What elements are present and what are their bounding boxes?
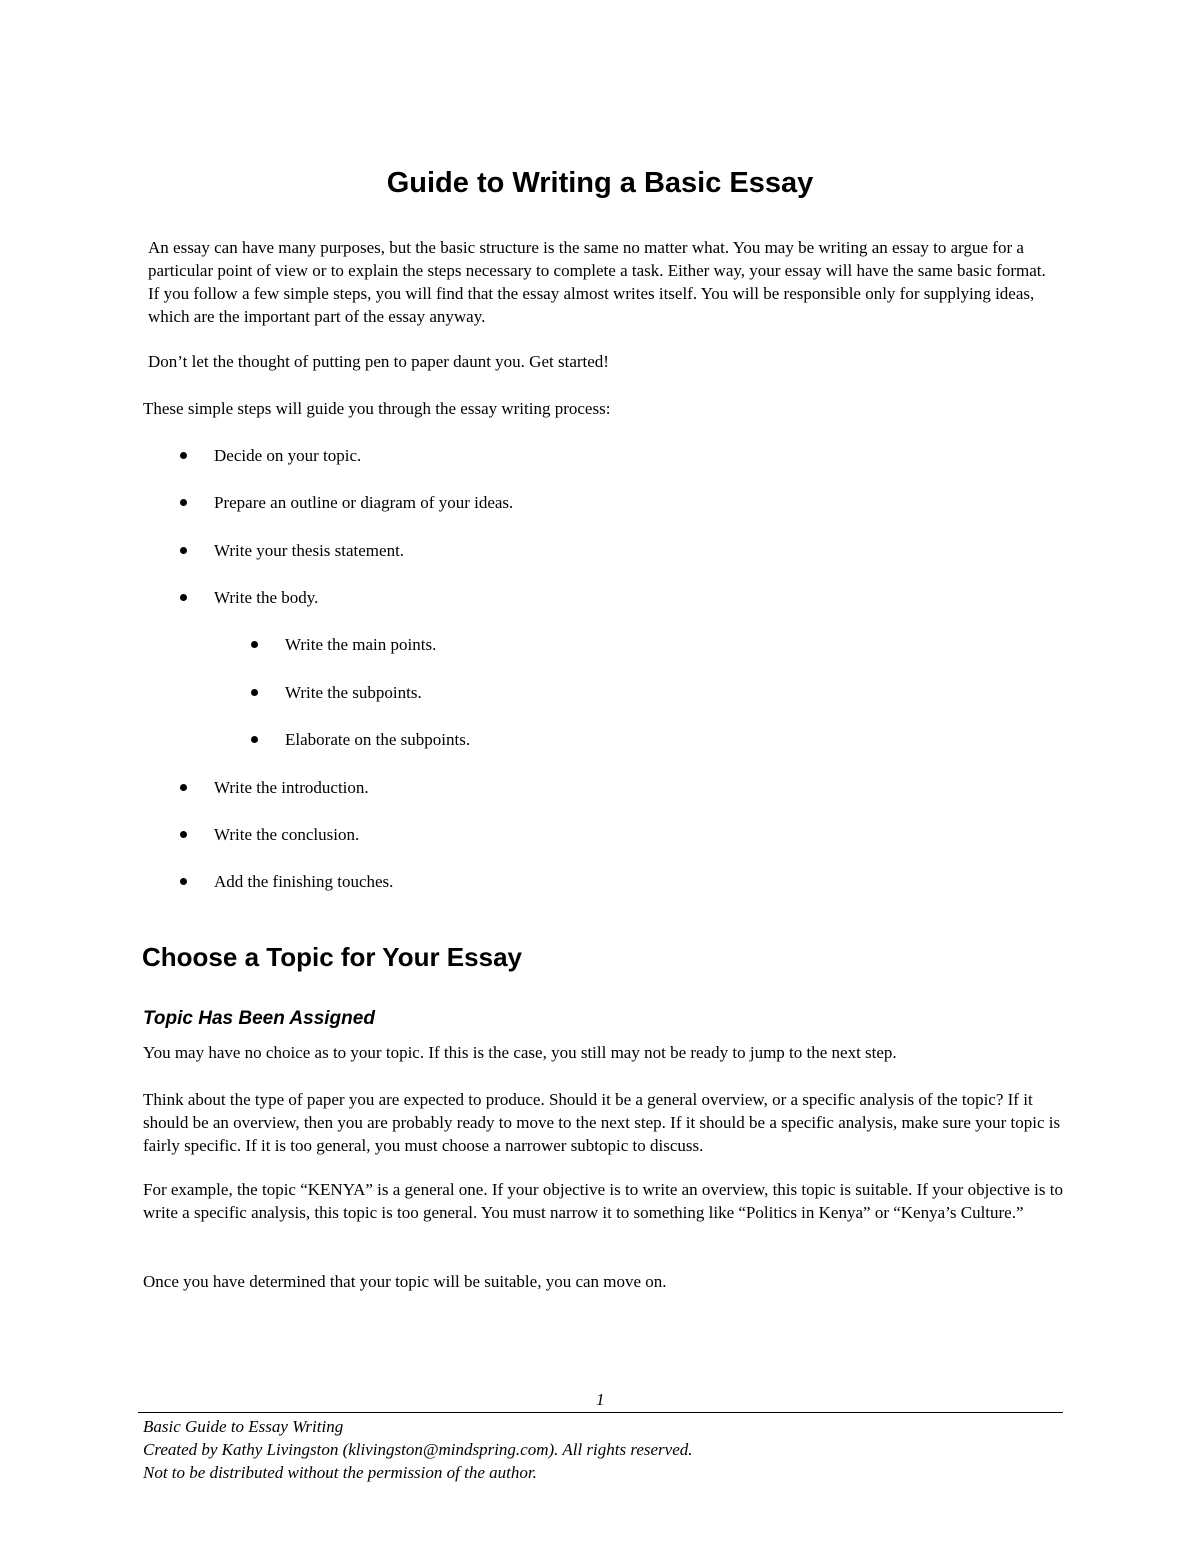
list-item-text: Write the body.	[214, 588, 319, 607]
list-item	[285, 681, 422, 704]
body-paragraph: For example, the topic “KENYA” is a general one. If your objective is to write an overview, this topic is suitable. If your objective is to write a specific analysis, this topic is too general. You must narrow it to something like “Politics in Kenya” or “Kenya’s Culture.”	[143, 1180, 1063, 1222]
list-item-text: Add the finishing touches.	[214, 872, 394, 891]
list-item	[214, 586, 318, 609]
list-item	[214, 539, 404, 562]
document-title: Guide to Writing a Basic Essay	[386, 167, 814, 199]
bullet-icon	[251, 736, 258, 743]
section-heading: Choose a Topic for Your Essay	[142, 942, 522, 972]
footer-line: Basic Guide to Essay Writing	[143, 1417, 344, 1436]
list-item	[285, 633, 436, 656]
footer-line: Not to be distributed without the permission of the author.	[143, 1463, 537, 1482]
list-item	[214, 870, 393, 893]
bullet-icon	[180, 878, 187, 885]
list-item-text: Write the introduction.	[214, 778, 369, 797]
bullet-icon	[180, 784, 187, 791]
bullet-icon	[180, 452, 187, 459]
list-item-text: Prepare an outline or diagram of your ideas.	[214, 493, 514, 512]
footer-line: Created by Kathy Livingston (klivingston@mindspring.com). All rights reserved.	[143, 1440, 693, 1459]
list-item	[214, 444, 361, 467]
body-paragraph: Once you have determined that your topic will be suitable, you can move on.	[143, 1272, 667, 1291]
list-item	[214, 776, 369, 799]
subsection-heading: Topic Has Been Assigned	[143, 1008, 375, 1029]
list-item	[214, 823, 359, 846]
list-item	[214, 491, 513, 514]
list-item-text: Decide on your topic.	[214, 446, 362, 465]
bullet-icon	[251, 641, 258, 648]
list-item-text: Elaborate on the subpoints.	[285, 730, 471, 749]
bullet-icon	[251, 689, 258, 696]
body-paragraph: Think about the type of paper you are expected to produce. Should it be a general overview, or a specific analysis of the topic? If it should be an overview, then you are probably ready to move to the next step. If it should be a specific analysis, make sure your topic is fairly specific. If it is too general, you must choose a narrower subtopic to discuss.	[143, 1090, 1061, 1155]
bullet-icon	[180, 831, 187, 838]
list-item-text: Write the conclusion.	[214, 825, 360, 844]
intro-paragraph: An essay can have many purposes, but the basic structure is the same no matter what. You may be writing an essay to argue for a particular point of view or to explain the steps necessary to complete a task. Either way, your essay will have the same basic format. If you follow a few simple steps, you will find that the essay almost writes itself. You will be responsible only for supplying ideas, which are the important part of the essay anyway.	[148, 238, 1046, 326]
list-item	[285, 728, 470, 751]
page-number: 1	[596, 1390, 605, 1409]
bullet-icon	[180, 594, 187, 601]
list-item-text: Write the main points.	[285, 635, 437, 654]
bullet-icon	[180, 499, 187, 506]
page-footer	[143, 1415, 693, 1484]
list-item-text: Write the subpoints.	[285, 683, 422, 702]
encouragement-text: Don’t let the thought of putting pen to paper daunt you. Get started!	[148, 352, 609, 371]
body-paragraph: You may have no choice as to your topic. If this is the case, you still may not be ready to jump to the next step.	[143, 1043, 897, 1062]
steps-intro-text: These simple steps will guide you through the essay writing process:	[143, 399, 611, 418]
footer-divider	[138, 1412, 1063, 1413]
list-item-text: Write your thesis statement.	[214, 541, 405, 560]
bullet-icon	[180, 547, 187, 554]
